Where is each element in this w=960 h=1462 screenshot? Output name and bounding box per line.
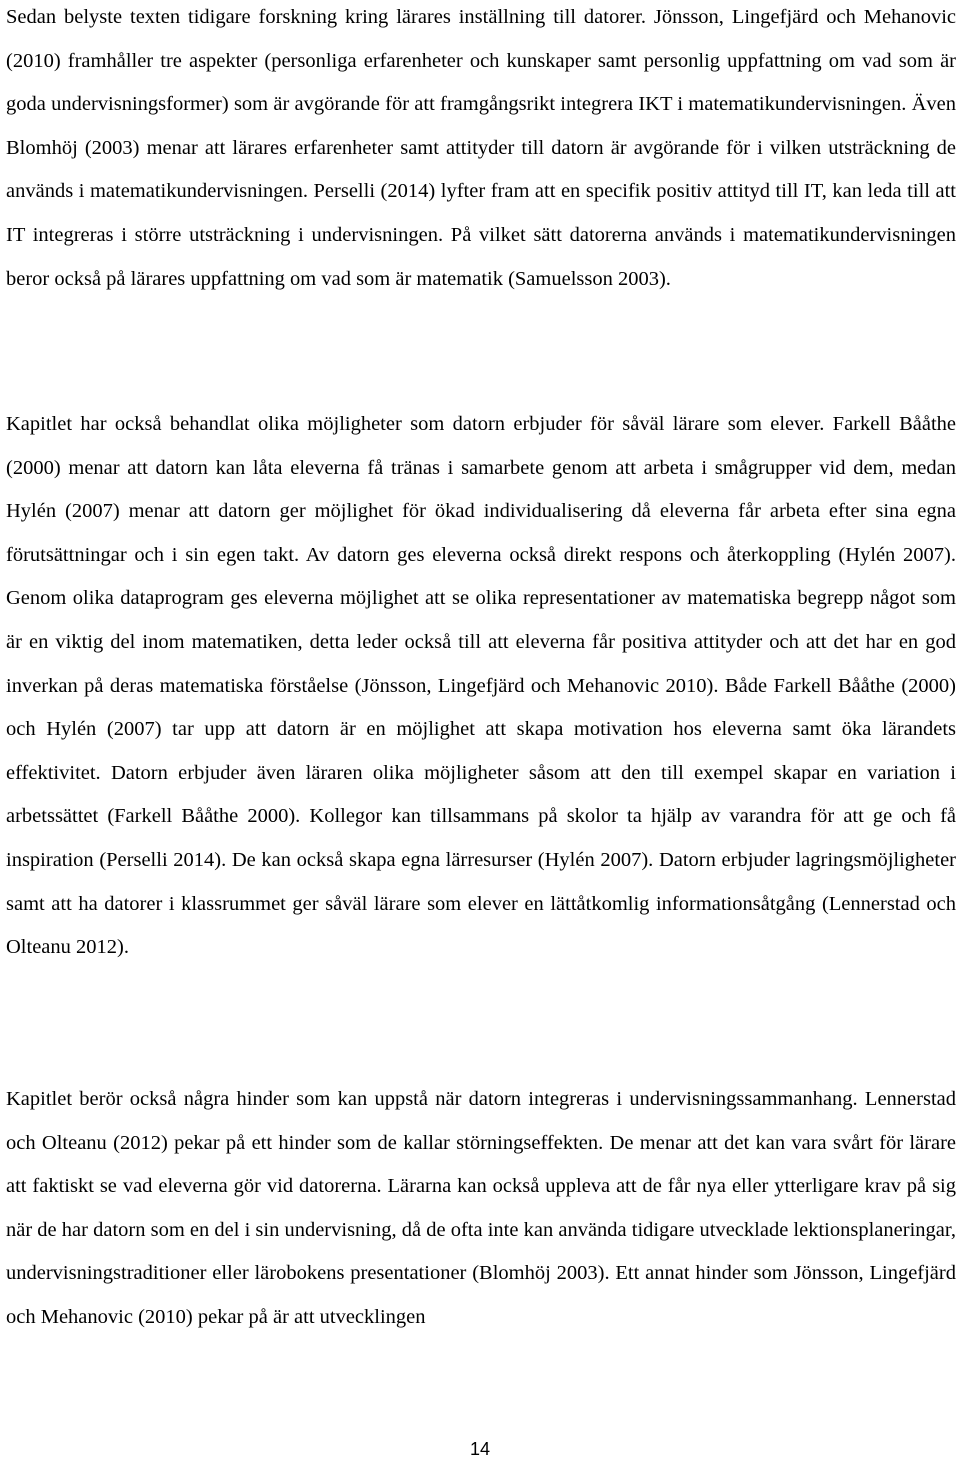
paragraph-2: Kapitlet har också behandlat olika möjligheter som datorn erbjuder för såväl lärare som elever. Farkell Bååthe (2000) menar att datorn kan låta eleverna få tränas i samarbete genom att arbeta i smågrupper vid dem, medan Hylén (2007) menar att datorn ger möjlighet för ökad individualisering då eleverna får arbeta efter sina egna förutsättningar och i sin egen takt. Av datorn ges eleverna också direkt respons och återkoppling (Hylén 2007). Genom olika dataprogram ges eleverna möjlighet att se olika representationer av matematiska begrepp något som är en viktig del inom matematiken, detta leder också till att eleverna får positiva attityder och att det har en god inverkan på deras matematiska förståelse (Jönsson, Lingefjärd och Mehanovic 2010). Både Farkell Bååthe (2000) och Hylén (2007) tar upp att datorn är en möjlighet att skapa motivation hos eleverna samt öka lärandets effektivitet. Datorn erbjuder även läraren olika möjligheter såsom att den till exempel skapar en variation i arbetssättet (Farkell Bååthe 2000). Kollegor kan tillsammans på skolor ta hjälp av varandra för att ge och få inspiration (Perselli 2014). De kan också skapa egna lärresurser (Hylén 2007). Datorn erbjuder lagringsmöjligheter samt att ha datorer i klassrummet ger såväl lärare som elever en lättåtkomlig informationsåtgång (Lennerstad och Olteanu 2012).	[6, 413, 956, 959]
paragraph-1: Sedan belyste texten tidigare forskning kring lärares inställning till datorer. Jönsson, Lingefjärd och Mehanovic (2010) framhåller tre aspekter (personliga erfarenheter och kunskaper samt personlig uppfattning om vad som är goda undervisningsformer) som är avgörande för att framgångsrikt integrera IKT i matematikundervisningen. Även Blomhöj (2003) menar att lärares erfarenheter samt attityder till datorn är avgörande för i vilken utsträckning de används i matematikundervisningen. Perselli (2014) lyfter fram att en specifik positiv attityd till IT, kan leda till att IT integreras i större utsträckning i undervisningen. På vilket sätt datorerna används i matematikundervisningen beror också på lärares uppfattning om vad som är matematik (Samuelsson 2003).	[6, 6, 956, 290]
paragraph-3: Kapitlet berör också några hinder som kan uppstå när datorn integreras i undervisningssammanhang. Lennerstad och Olteanu (2012) pekar på ett hinder som de kallar störningseffekten. De menar att det kan vara svårt för lärare att faktiskt se vad eleverna gör vid datorerna. Lärarna kan också uppleva att de får nya eller ytterligare krav på sig när de har datorn som en del i sin undervisning, då de ofta inte kan använda tidigare utvecklade lektionsplaneringar, undervisningstraditioner eller lärobokens presentationer (Blomhöj 2003). Ett annat hinder som Jönsson, Lingefjärd och Mehanovic (2010) pekar på är att utvecklingen	[6, 1088, 956, 1328]
page-number: 14	[469, 1439, 491, 1459]
